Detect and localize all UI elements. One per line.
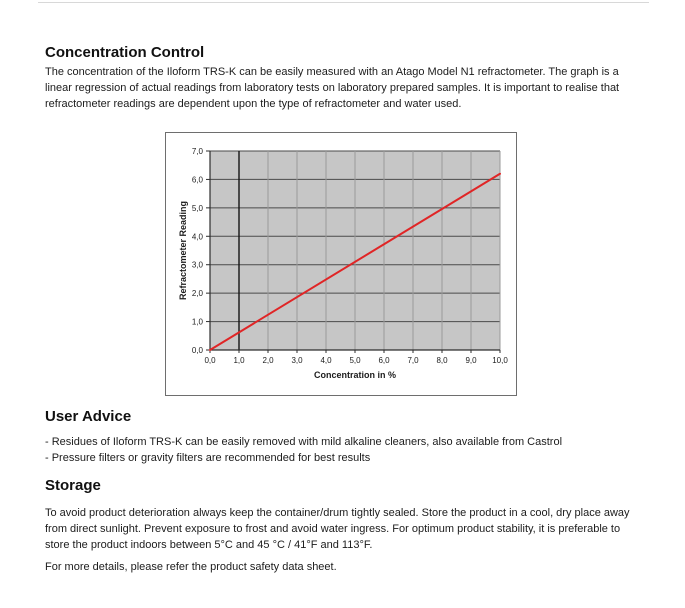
y-tick-label: 6,0	[191, 175, 203, 185]
list-item: - Residues of Iloform TRS-K can be easily removed with mild alkaline cleaners, also available from Castrol	[45, 436, 563, 448]
x-tick-label: 0,0	[204, 356, 216, 365]
list-item: - Pressure filters or gravity filters are recommended for best results	[45, 452, 371, 464]
x-axis-title: Concentration in %	[313, 370, 397, 380]
x-tick-label: 4,0	[320, 356, 332, 365]
text-line: To avoid product deterioration always keep the container/drum tightly sealed. Store the product in a cool, dry place away	[45, 507, 630, 519]
y-axis-title: Refractometer Reading	[178, 200, 188, 301]
y-tick-label: 2,0	[191, 289, 203, 299]
text-line: from direct sunlight. Prevent exposure to frost and avoid water ingress. For optimum product stability, it is preferable to	[45, 523, 621, 535]
user-advice-list	[45, 434, 562, 466]
x-tick-label: 7,0	[407, 356, 419, 365]
y-tick-label: 4,0	[191, 232, 203, 242]
concentration-chart-figure	[165, 132, 517, 396]
x-tick-label: 1,0	[233, 356, 245, 365]
concentration-chart-canvas	[166, 133, 516, 395]
text-line: The concentration of the Iloform TRS-K can be easily measured with an Atago Model N1 refractometer. The graph is a	[45, 66, 619, 78]
y-tick-label: 5,0	[191, 203, 203, 213]
y-tick-label: 0,0	[191, 346, 203, 355]
x-tick-label: 10,0	[492, 356, 508, 365]
section-heading-user-advice: User Advice	[45, 408, 132, 425]
y-tick-label: 7,0	[191, 147, 203, 156]
text-line: refractometer readings are dependent upon the type of refractometer and water used.	[45, 98, 462, 110]
y-tick-label: 3,0	[191, 260, 203, 270]
y-tick-label: 1,0	[191, 317, 203, 327]
concentration-paragraph	[45, 64, 619, 112]
x-tick-label: 6,0	[378, 356, 390, 365]
x-tick-label: 2,0	[262, 356, 274, 365]
text-line: store the product indoors between 5°C and 45 °C / 41°F and 113°F.	[45, 539, 373, 551]
section-heading-concentration-control: Concentration Control	[45, 44, 205, 61]
storage-paragraph	[45, 505, 630, 553]
x-tick-label: 3,0	[291, 356, 303, 365]
x-tick-label: 9,0	[465, 356, 477, 365]
x-tick-label: 8,0	[436, 356, 448, 365]
top-divider-rule	[38, 2, 649, 3]
section-heading-storage: Storage	[45, 477, 101, 494]
text-line: linear regression of actual readings from laboratory tests on laboratory prepared samples. It is important to realise that	[45, 82, 620, 94]
x-tick-label: 5,0	[349, 356, 361, 365]
footer-note	[45, 559, 337, 575]
text-line: For more details, please refer the product safety data sheet.	[45, 561, 337, 573]
